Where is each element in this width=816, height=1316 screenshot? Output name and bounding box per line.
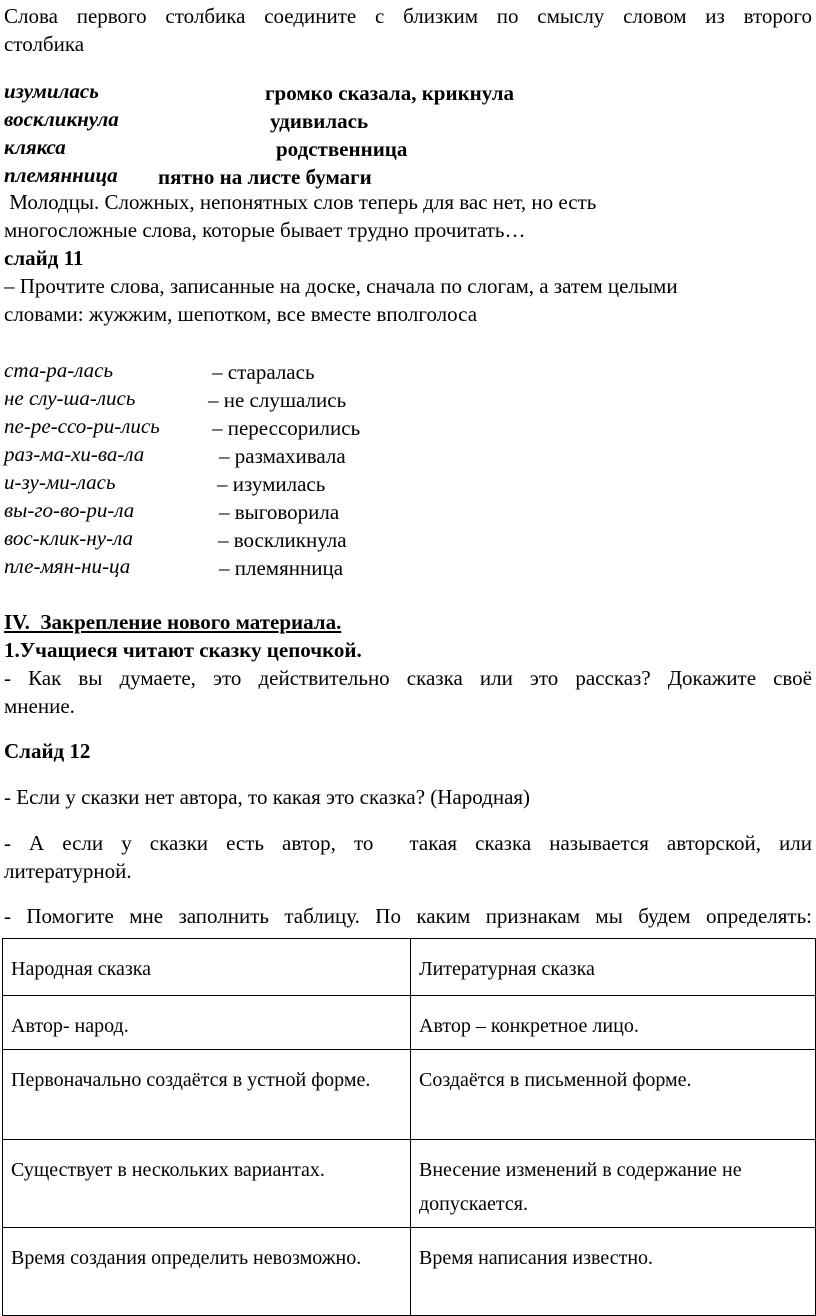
- section-4-subheading: 1.Учащиеся читают сказку цепочкой.: [4, 638, 362, 662]
- section-4-heading: IV. Закрепление нового материала.: [4, 610, 342, 634]
- table-row: [3, 1050, 816, 1140]
- syllable-word-3: – перессорились: [212, 416, 361, 440]
- syllable-split-5: и-зу-ми-лась: [4, 470, 116, 494]
- table-cell: Создаётся в письменной форме.: [411, 1050, 816, 1140]
- syllable-split-1: ста-ра-лась: [4, 358, 114, 382]
- intro-line-2: столбика: [4, 32, 85, 56]
- table-header-row: [3, 939, 816, 996]
- slide-11-instruction-2: словами: жужжим, шепотком, все вместе вполголоса: [4, 302, 478, 326]
- syllable-word-5: – изумилась: [217, 472, 326, 496]
- slide-11-instruction-1: – Прочтите слова, записанные на доске, сначала по слогам, а затем целыми: [4, 274, 678, 298]
- match-left-3: клякса: [4, 135, 66, 159]
- praise-line-2: многосложные слова, которые бывает трудно прочитать…: [4, 218, 526, 242]
- table-cell: Существует в нескольких вариантах.: [3, 1140, 411, 1228]
- table-cell: Внесение изменений в содержание не допускается.: [411, 1140, 816, 1228]
- section-4-question-2: мнение.: [4, 694, 75, 718]
- praise-line-1: Молодцы. Сложных, непонятных слов теперь для вас нет, но есть: [4, 190, 597, 214]
- slide-12-question-2a: - А если у сказки есть автор, то такая сказка называется авторской, или: [4, 831, 812, 855]
- table-row: [3, 1140, 816, 1228]
- syllable-word-8: – племянница: [219, 556, 344, 580]
- table-cell: Время создания определить невозможно.: [3, 1228, 411, 1316]
- match-right-3: родственница: [276, 137, 408, 161]
- table-header-cell: Народная сказка: [3, 939, 411, 996]
- slide-12-title: Слайд 12: [4, 739, 91, 763]
- table-row: [3, 1228, 816, 1316]
- match-left-4: племянница: [4, 163, 118, 187]
- syllable-word-2: – не слушались: [208, 388, 347, 412]
- slide-11-title: слайд 11: [4, 246, 84, 270]
- intro-line-1: Слова первого столбика соедините с близким по смыслу словом из второго: [4, 4, 812, 28]
- syllable-split-3: пе-ре-ссо-ри-лись: [4, 414, 160, 438]
- match-left-1: изумилась: [4, 79, 99, 103]
- table-cell: Первоначально создаётся в устной форме.: [3, 1050, 411, 1140]
- syllable-split-6: вы-го-во-ри-ла: [4, 498, 135, 522]
- syllable-split-8: пле-мян-ни-ца: [4, 554, 131, 578]
- comparison-table: [2, 938, 816, 1316]
- slide-12-question-2b: литературной.: [4, 859, 132, 883]
- match-right-2: удивилась: [270, 109, 369, 133]
- syllable-split-2: не слу-ша-лись: [4, 386, 136, 410]
- syllable-word-7: – воскликнула: [218, 528, 347, 552]
- slide-12-question-1: - Если у сказки нет автора, то какая это сказка? (Народная): [4, 785, 531, 809]
- syllable-word-4: – размахивала: [219, 444, 346, 468]
- table-cell: Автор – конкретное лицо.: [411, 996, 816, 1050]
- section-4-question-1: - Как вы думаете, это действительно сказка или это рассказ? Докажите своё: [4, 666, 812, 690]
- syllable-word-6: – выговорила: [219, 500, 340, 524]
- slide-12-question-3: - Помогите мне заполнить таблицу. По каким признакам мы будем определять:: [4, 904, 812, 928]
- table-header-cell: Литературная сказка: [411, 939, 816, 996]
- match-right-4: пятно на листе бумаги: [158, 165, 372, 189]
- syllable-word-1: – старалась: [212, 360, 315, 384]
- match-left-2: воскликнула: [4, 107, 119, 131]
- table-cell: Автор- народ.: [3, 996, 411, 1050]
- syllable-split-7: вос-клик-ну-ла: [4, 526, 134, 550]
- table-cell: Время написания известно.: [411, 1228, 816, 1316]
- table-row: [3, 996, 816, 1050]
- match-right-1: громко сказала, крикнула: [265, 81, 515, 105]
- syllable-split-4: раз-ма-хи-ва-ла: [4, 442, 145, 466]
